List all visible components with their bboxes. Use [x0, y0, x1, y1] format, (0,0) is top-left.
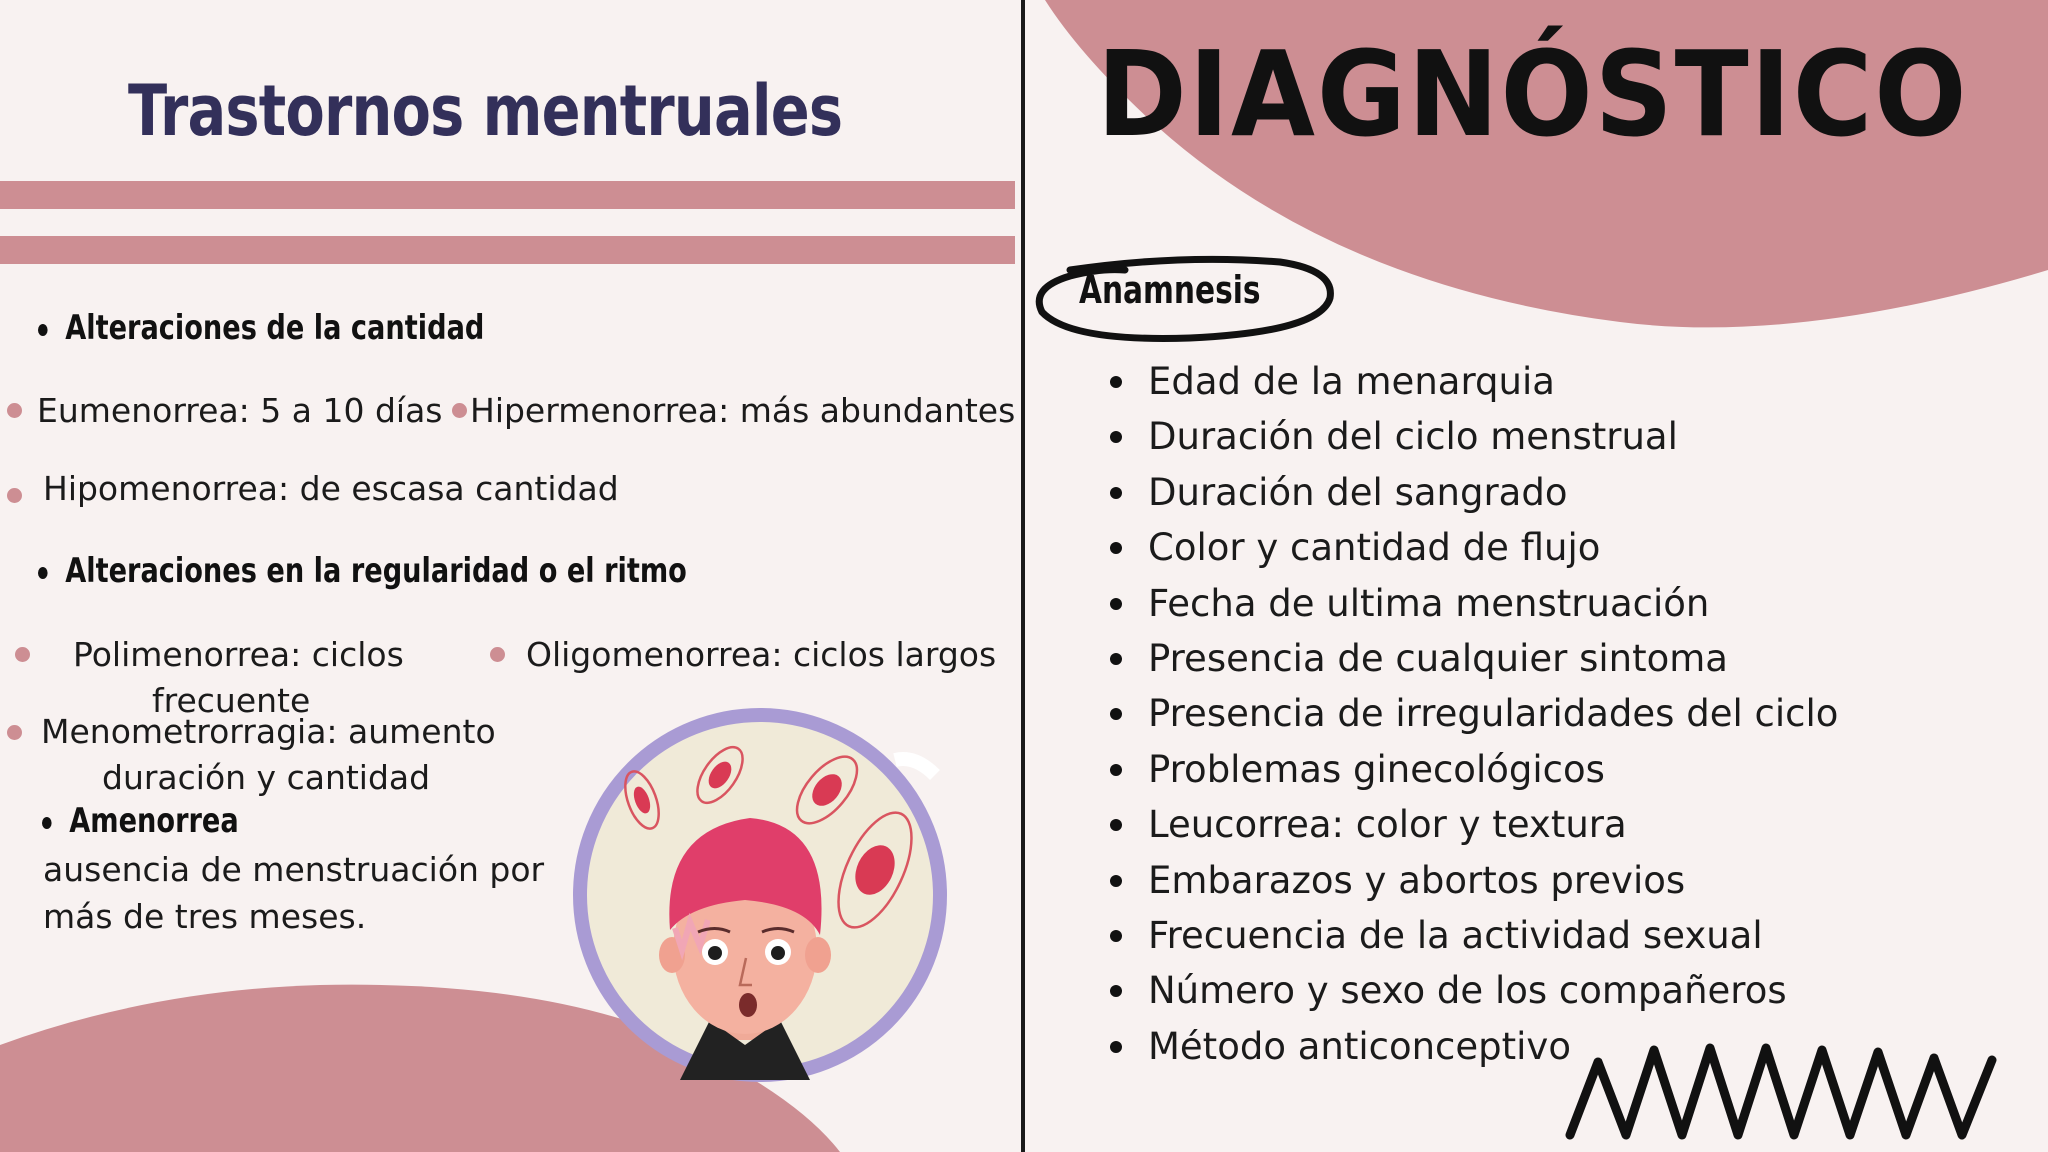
ear: [805, 937, 831, 973]
item-menometrorragia-line1: Menometrorragia: aumento: [41, 712, 496, 751]
anamnesis-list: [1110, 354, 1838, 1074]
item-polimenorrea-line1: Polimenorrea: ciclos: [73, 635, 404, 674]
bullet-dot: [38, 567, 48, 579]
bullet-dot: [42, 817, 52, 829]
list-item: Color y cantidad de flujo: [1110, 520, 1838, 575]
pink-bullet-dot: [452, 403, 467, 418]
list-item: Edad de la menarquia: [1110, 354, 1838, 409]
pink-bullet-dot: [15, 647, 30, 662]
heading-text: Alteraciones en la regularidad o el ritmo: [65, 551, 687, 591]
anamnesis-label: Anamnesis: [1079, 268, 1261, 312]
item-polimenorrea-line2: frecuente: [152, 681, 311, 720]
list-item: Duración del ciclo menstrual: [1110, 409, 1838, 464]
list-item: Embarazos y abortos previos: [1110, 853, 1838, 908]
list-item: Problemas ginecológicos: [1110, 742, 1838, 797]
section-heading-amenorrea: [42, 801, 239, 841]
pink-bullet-dot: [7, 488, 22, 503]
list-item: Leucorrea: color y textura: [1110, 797, 1838, 852]
item-oligomenorrea: Oligomenorrea: ciclos largos: [526, 635, 997, 674]
list-item: Frecuencia de la actividad sexual: [1110, 908, 1838, 963]
pink-bullet-dot: [7, 725, 22, 740]
mouth: [739, 993, 757, 1017]
item-amenorrea-line2: más de tres meses.: [43, 897, 367, 936]
list-item: Método anticonceptivo: [1110, 1019, 1838, 1074]
title-underline-stripe: [0, 236, 1015, 264]
bullet-dot: [38, 324, 48, 336]
item-menometrorragia-line2: duración y cantidad: [102, 758, 431, 797]
page-title: Trastornos mentruales: [128, 70, 843, 152]
diagnostico-title: DIAGNÓSTICO: [1096, 25, 1968, 163]
title-underline-stripe: [0, 181, 1015, 209]
heading-text: Alteraciones de la cantidad: [65, 308, 485, 348]
section-heading-rhythm: [38, 551, 687, 591]
list-item: Número y sexo de los compañeros: [1110, 963, 1838, 1018]
list-item: Duración del sangrado: [1110, 465, 1838, 520]
eye-pupil: [708, 946, 722, 960]
item-amenorrea-line1: ausencia de menstruación por: [43, 850, 545, 889]
worried-person-illustration: [550, 700, 970, 1090]
item-eumenorrea: Eumenorrea: 5 a 10 días: [37, 391, 443, 430]
pink-bullet-dot: [490, 647, 505, 662]
heading-text: Amenorrea: [69, 801, 239, 841]
item-hipermenorrea: Hipermenorrea: más abundantes: [470, 391, 1016, 430]
list-item: Presencia de irregularidades del ciclo: [1110, 686, 1838, 741]
center-divider: [1021, 0, 1025, 1152]
list-item: Fecha de ultima menstruación: [1110, 576, 1838, 631]
pink-bullet-dot: [7, 403, 22, 418]
eye-pupil: [771, 946, 785, 960]
section-heading-quantity: [38, 308, 484, 348]
item-hipomenorrea: Hipomenorrea: de escasa cantidad: [43, 469, 619, 508]
list-item: Presencia de cualquier sintoma: [1110, 631, 1838, 686]
